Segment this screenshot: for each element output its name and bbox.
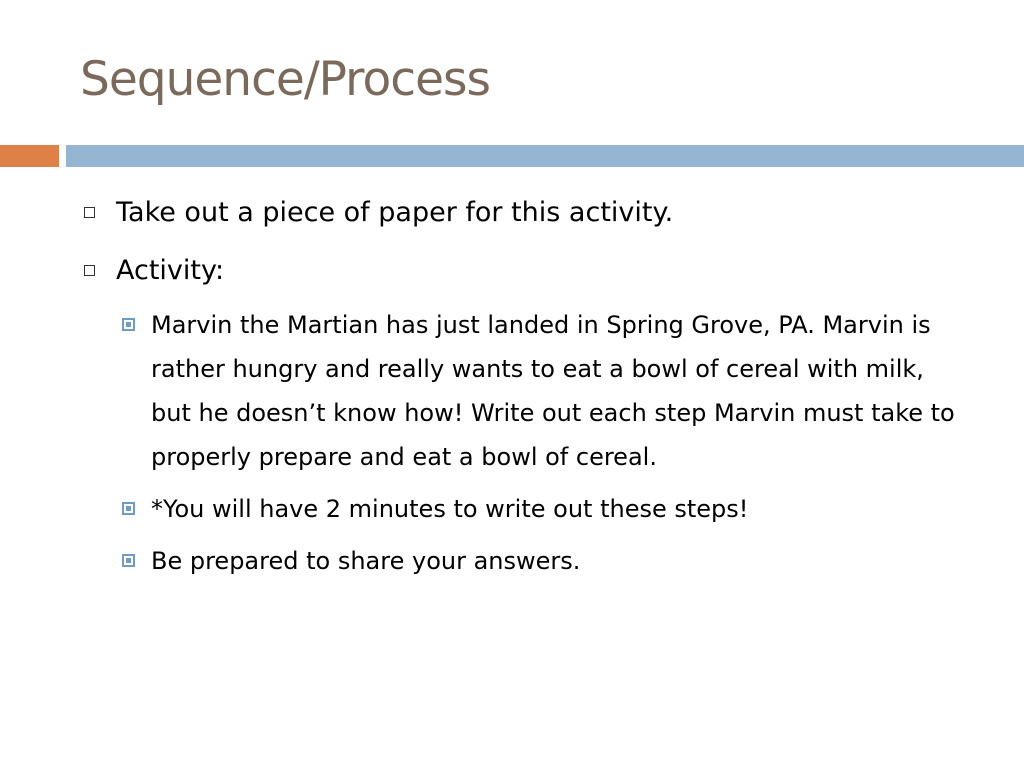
accent-bar-orange [0, 145, 59, 167]
sub-bullet-text: Be prepared to share your answers. [151, 547, 581, 575]
sub-bullet-text: Marvin the Martian has just landed in Spring Grove, PA. Marvin is rather hungry and really wants to eat a bowl of cereal with milk, but he doesn’t know how! Write out each step Marvin must take to properly prepare and eat a bowl of cereal. [151, 311, 955, 471]
square-bullet-icon [122, 554, 135, 567]
square-bullet-icon [122, 318, 135, 331]
sub-bullet-text: *You will have 2 minutes to write out these steps! [151, 495, 749, 523]
hollow-square-bullet-icon [84, 265, 95, 276]
sub-bullet-list [80, 303, 960, 583]
bullet-item [80, 193, 960, 233]
sub-bullet-item [80, 539, 960, 583]
bullet-text: Activity: [116, 255, 225, 286]
square-bullet-icon [122, 502, 135, 515]
slide-title: Sequence/Process [80, 52, 490, 107]
slide-content [80, 193, 960, 591]
bullet-text: Take out a piece of paper for this activity. [116, 197, 674, 228]
bullet-item [80, 251, 960, 291]
sub-bullet-item [80, 487, 960, 531]
accent-bar-blue [66, 145, 1024, 167]
hollow-square-bullet-icon [84, 207, 95, 218]
sub-bullet-item [80, 303, 960, 479]
